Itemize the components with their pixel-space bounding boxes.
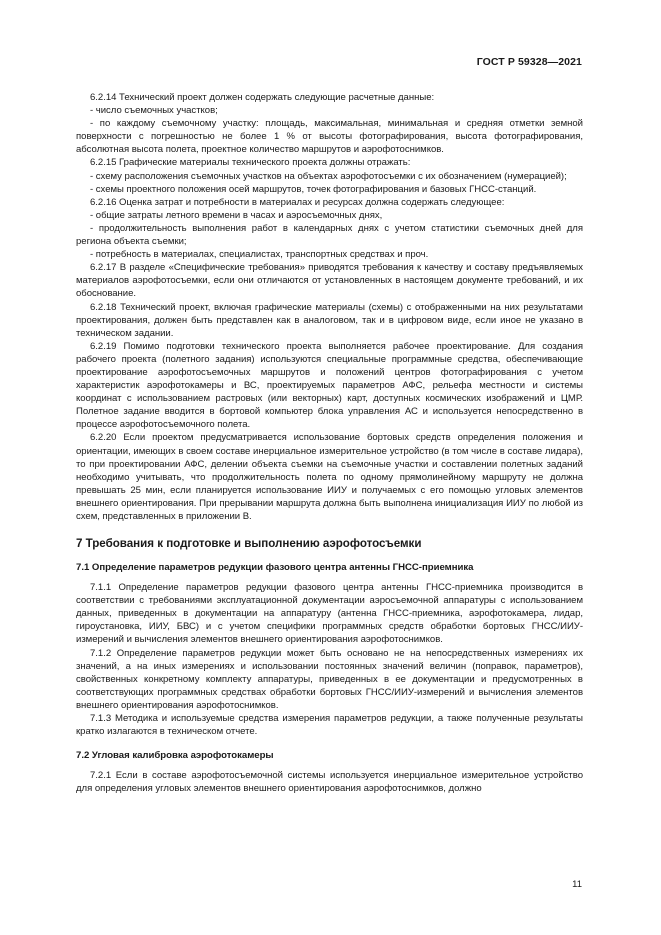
standard-header: ГОСТ Р 59328—2021 (476, 56, 582, 68)
paragraph-7-2-1: 7.2.1 Если в составе аэрофотосъемочной системы используется инерциальное измерительное устройство для определения угловых элементов внешнего ориентирования аэрофотоснимков, должно (76, 770, 583, 795)
page-number: 11 (572, 879, 582, 890)
list-item: - продолжительность выполнения работ в календарных днях с учетом статистики съемочных дней для региона объекта съемки; (76, 222, 583, 248)
paragraph-6-2-18: 6.2.18 Технический проект, включая графические материалы (схемы) с отображенными на них результатами проектирования, должен быть представлен как в аналоговом, так и в цифровом виде, если иное не указано в техническом задании. (76, 301, 583, 339)
subsection-7-1-heading: 7.1 Определение параметров редукции фазового центра антенны ГНСС-приемника (76, 562, 474, 574)
list-item: - по каждому съемочному участку: площадь, максимальная, минимальная и средняя отметки земной поверхности с погрешностью не более 1 % от высоты фотографирования, высота фотографирования, абсолютная высота полета, проектное количество маршрутов и аэрофотоснимков. (76, 118, 583, 156)
list-item: - схему расположения съемочных участков на объектах аэрофотосъемки с их обозначением (нумерацией); (90, 170, 567, 182)
list-item: - потребность в материалах, специалистах, транспортных средствах и проч. (90, 249, 429, 261)
paragraph-6-2-15: 6.2.15 Графические материалы технического проекта должны отражать: (90, 157, 411, 169)
section-7-heading: 7 Требования к подготовке и выполнению аэрофотосъемки (76, 537, 422, 551)
paragraph-7-1-2: 7.1.2 Определение параметров редукции может быть основано не на непосредственных измерениях их значений, а на иных измерениях и использовании постоянных значений величин (поправок, параметров), свойственных конкретному комплекту аппаратуры, приведенных в ее документации и предусмотренных в соответствующих программных средствах обработки бортовых ГНСС/ИИУ-измерений и вычисления элементов внешнего ориентирования аэрофотоснимков. (76, 647, 583, 711)
paragraph-6-2-14: 6.2.14 Технический проект должен содержать следующие расчетные данные: (90, 92, 435, 103)
list-item: - схемы проектного положения осей маршрутов, точек фотографирования и базовых ГНСС-станций. (90, 183, 537, 195)
list-item: - общие затраты летного времени в часах и аэросъемочных днях, (90, 209, 383, 221)
paragraph-6-2-16: 6.2.16 Оценка затрат и потребности в материалах и ресурсах должна содержать следующее: (90, 196, 505, 208)
paragraph-6-2-20: 6.2.20 Если проектом предусматривается использование бортовых средств определения положения и ориентации, имеющих в своем составе инерциальное измерительное устройство (в том числе в составе лидара), то при проектировании АФС, делении объекта съемки на съемочные участки и составлении полетных заданий необходимо учитывать, что продолжительность полета по одному прямолинейному маршруту не должна превышать 25 мин, если планируется использование ИИУ и получаемых с его помощью угловых элементов внешнего ориентирования. При прерывании маршрута должна быть выполнена инициализация ИИУ по любой из схем, представленных в приложении В. (76, 432, 583, 522)
paragraph-7-1-1: 7.1.1 Определение параметров редукции фазового центра антенны ГНСС-приемника производится в соответствии с требованиями эксплуатационной документации аэросъемочной аппаратуры с использованием данных, приведенных в документации на аппаратуру (антенна ГНСС-приемника, аэрофотокамера, лидар, гироустановка, ИИУ, БВС) и с учетом специфики программных средств обработки бортовых ГНСС/ИИУ-измерений и вычисления элементов внешнего ориентирования аэрофотоснимков. (76, 582, 583, 646)
page-content (76, 91, 583, 795)
paragraph-6-2-17: 6.2.17 В разделе «Специфические требования» приводятся требования к качеству и составу предъявляемых материалов аэрофотосъемки, если они отличаются от установленных в настоящем документе требований, и их обоснование. (76, 262, 583, 300)
subsection-7-2-heading: 7.2 Угловая калибровка аэрофотокамеры (76, 750, 274, 762)
paragraph-7-1-3: 7.1.3 Методика и используемые средства измерения параметров редукции, а также полученные результаты кратко излагаются в техническом отчете. (76, 713, 583, 738)
paragraph-6-2-19: 6.2.19 Помимо подготовки технического проекта выполняется рабочее проектирование. Для создания рабочего проекта (полетного задания) используются специальные программные средства, обеспечивающие проектирование аэрофотосъемочных маршрутов и положений центров фотографирования с учетом характеристик аэрофотокамеры и ВС, проектируемых параметров АФС, рельефа местности и системы координат с использованием растровых (или векторных) карт, доступных космических изображений и ЦМР. Полетное задание вводится в бортовой компьютер блока управления АС и используется непосредственно в процессе аэрофотосъемочного полета. (76, 340, 583, 431)
list-item: - число съемочных участков; (90, 105, 218, 117)
